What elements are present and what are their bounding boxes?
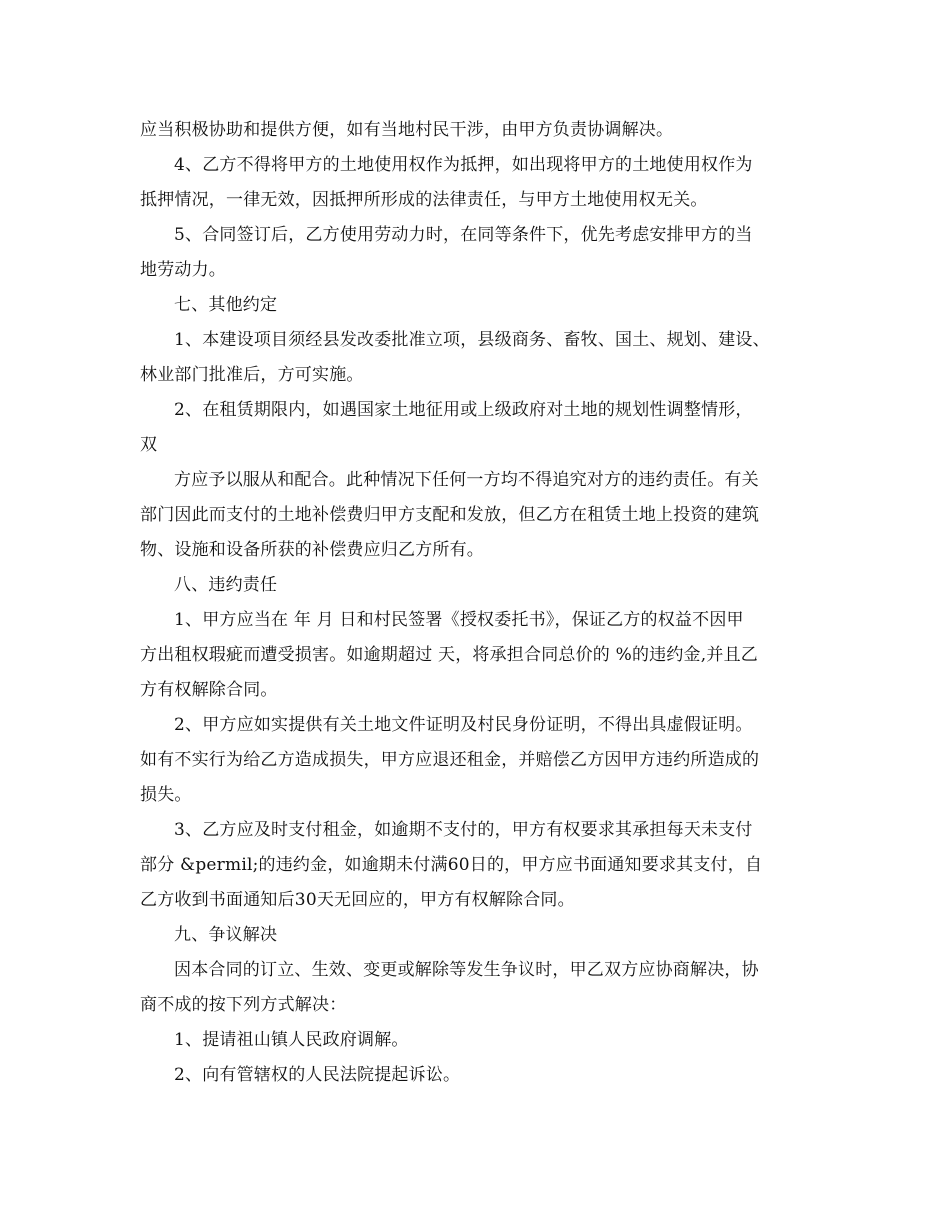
paragraph-line: 商不成的按下列方式解决： bbox=[140, 995, 347, 1015]
paragraph-line: 部分 &permil;的违约金，如逾期未付满60日的，甲方应书面通知要求其支付，自 bbox=[140, 855, 763, 875]
paragraph-line: 部门因此而支付的土地补偿费归甲方支配和发放，但乙方在租赁土地上投资的建筑 bbox=[140, 505, 760, 525]
paragraph-line: 4、乙方不得将甲方的土地使用权作为抵押，如出现将甲方的土地使用权作为 bbox=[174, 155, 753, 175]
section-heading: 八、违约责任 bbox=[174, 575, 278, 595]
paragraph-line: 1、提请祖山镇人民政府调解。 bbox=[174, 1030, 409, 1050]
paragraph-line: 乙方收到书面通知后30天无回应的，甲方有权解除合同。 bbox=[140, 890, 575, 910]
paragraph-line: 应当积极协助和提供方便，如有当地村民干涉，由甲方负责协调解决。 bbox=[140, 120, 674, 140]
paragraph-line: 如有不实行为给乙方造成损失，甲方应退还租金，并赔偿乙方因甲方违约所造成的 bbox=[140, 750, 760, 770]
paragraph-line: 方出租权瑕疵而遭受损害。如逾期超过 天，将承担合同总价的 %的违约金,并且乙 bbox=[140, 645, 758, 665]
paragraph-line: 林业部门批准后，方可实施。 bbox=[140, 365, 364, 385]
paragraph-line: 损失。 bbox=[140, 785, 192, 805]
paragraph-line: 方有权解除合同。 bbox=[140, 680, 278, 700]
paragraph-line: 2、在租赁期限内，如遇国家土地征用或上级政府对土地的规划性调整情形， bbox=[174, 400, 753, 420]
section-heading: 七、其他约定 bbox=[174, 295, 278, 315]
paragraph-line: 因本合同的订立、生效、变更或解除等发生争议时，甲乙双方应协商解决，协 bbox=[174, 960, 759, 980]
paragraph-line: 物、设施和设备所获的补偿费应归乙方所有。 bbox=[140, 540, 484, 560]
paragraph-line: 5、合同签订后，乙方使用劳动力时，在同等条件下，优先考虑安排甲方的当 bbox=[174, 225, 753, 245]
paragraph-line: 双 bbox=[140, 435, 158, 455]
paragraph-line: 2、向有管辖权的人民法院提起诉讼。 bbox=[174, 1065, 461, 1085]
paragraph-line: 1、本建设项目须经县发改委批准立项，县级商务、畜牧、国土、规划、建设、 bbox=[174, 330, 770, 350]
paragraph-line: 1、甲方应当在 年 月 日和村民签署《授权委托书》，保证乙方的权益不因甲 bbox=[174, 610, 744, 630]
paragraph-line: 地劳动力。 bbox=[140, 260, 226, 280]
paragraph-line: 2、甲方应如实提供有关土地文件证明及村民身份证明，不得出具虚假证明。 bbox=[174, 715, 753, 735]
section-heading: 九、争议解决 bbox=[174, 925, 278, 945]
paragraph-line: 方应予以服从和配合。此种情况下任何一方均不得追究对方的违约责任。有关 bbox=[174, 470, 759, 490]
paragraph-line: 抵押情况，一律无效，因抵押所形成的法律责任，与甲方土地使用权无关。 bbox=[140, 190, 708, 210]
paragraph-line: 3、乙方应及时支付租金，如逾期不支付的，甲方有权要求其承担每天未支付 bbox=[174, 820, 753, 840]
